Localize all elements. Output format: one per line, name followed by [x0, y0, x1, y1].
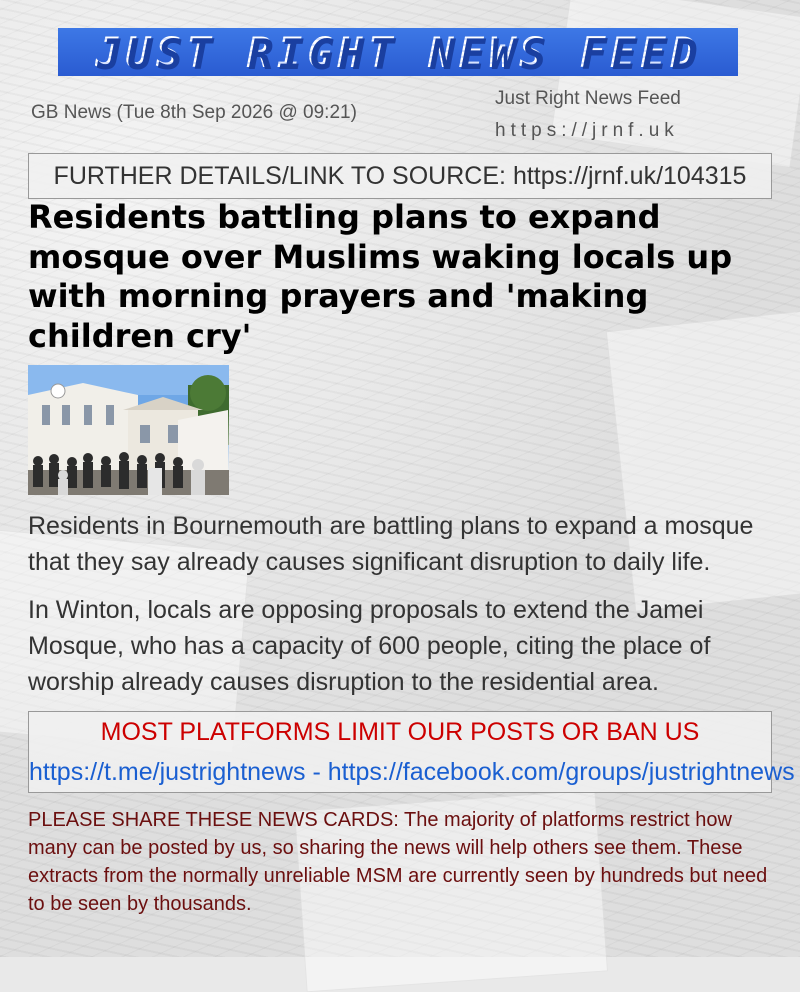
brand-name: Just Right News Feed [495, 88, 681, 109]
banner-title: JUST RIGHT NEWS FEED [95, 27, 701, 77]
facebook-link[interactable]: https://facebook.com/groups/justrightnews [327, 758, 795, 786]
site-banner [58, 28, 738, 76]
source-link-box [28, 153, 772, 199]
article-paragraph: In Winton, locals are opposing proposals to extend the Jamei Mosque, who has a capacity of 600 people, citing the place of worship already causes disruption to the residential area. [28, 596, 711, 696]
social-links [29, 758, 795, 787]
telegram-link[interactable]: https://t.me/justrightnews [29, 758, 306, 786]
article-photo [28, 365, 229, 495]
brand-url[interactable]: https://jrnf.uk [495, 120, 679, 141]
source-link[interactable]: https://jrnf.uk/104315 [512, 161, 747, 190]
article-paragraph: Residents in Bournemouth are battling plans to expand a mosque that they say already causes significant disruption to daily life. [28, 512, 754, 576]
background-sheet [551, 0, 800, 168]
platform-notice-box [28, 711, 795, 793]
source-dateline: GB News (Tue 8th Sep 2026 @ 09:21) [31, 102, 357, 123]
link-separator: - [305, 758, 328, 786]
share-appeal: PLEASE SHARE THESE NEWS CARDS: The majority of platforms restrict how many can be posted by us, so sharing the news will help others see them. These extracts from the normally unreliable MSM are currently seen by hundreds but need to be seen by thousands. [28, 809, 768, 915]
platform-notice-title: MOST PLATFORMS LIMIT OUR POSTS OR BAN US [100, 718, 700, 746]
source-link-label: FURTHER DETAILS/LINK TO SOURCE: [53, 161, 506, 190]
article-headline: Residents battling plans to expand mosque over Muslims waking locals up with morning prayers and 'making children cry' [28, 198, 733, 355]
